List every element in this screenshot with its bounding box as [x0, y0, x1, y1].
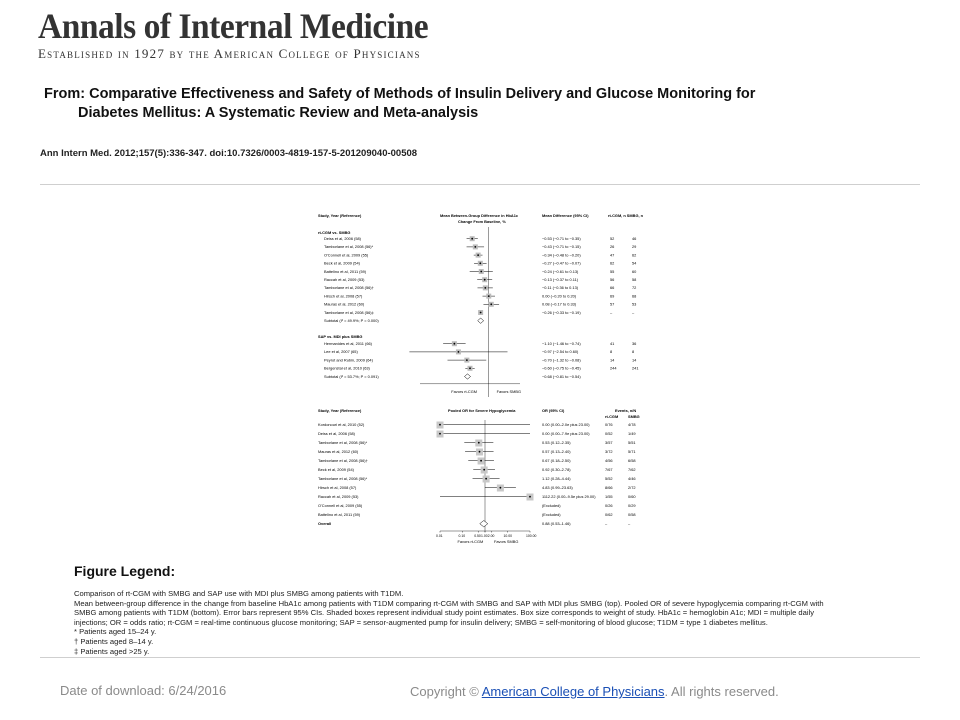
- bottom-row-study: Battelino et al, 2011 (59): [318, 512, 361, 517]
- top-row-point: [490, 303, 492, 305]
- top-row-study: Deiss et al, 2006 (58): [324, 236, 361, 241]
- top-row-study: Tamborlane et al, 2008 (56)†: [324, 285, 374, 291]
- bottom-header-study: Study, Year (Reference): [318, 408, 362, 413]
- article-title: [44, 85, 904, 123]
- bottom-overall-e1: –: [605, 521, 608, 526]
- bottom-favors-left: Favors rt-CGM: [457, 539, 484, 544]
- bottom-row-events2: 4/78: [628, 422, 636, 427]
- bottom-row-ci: 0.00 (0.00–2.0e plus 23.00): [542, 422, 590, 427]
- top-row-n2: 46: [632, 236, 637, 241]
- copyright-suffix: . All rights reserved.: [664, 684, 779, 699]
- bottom-row-events2: 0/58: [628, 512, 636, 517]
- legend-line: SMBG among patients with T1DM (bottom). Error bars represent 95% CIs. Shaded boxes represent individual study point estimates. Box size corresponds to weight of study. HbA1c = hemoglobin A1c; MDI = multiple daily: [74, 608, 815, 618]
- download-date: Date of download: 6/24/2016: [60, 683, 227, 698]
- bottom-row-point: [478, 442, 480, 444]
- top-row-study: Beck et al, 2009 (54): [324, 260, 360, 266]
- top-subtotal-label: Subtotal (I² = 49.9%; P = 0.000): [324, 318, 379, 323]
- top-row-point: [484, 287, 486, 289]
- top-row-n2: 14: [632, 357, 637, 363]
- bottom-row-ci: 1.12 (0.28–4.44): [542, 476, 571, 481]
- top-row-study: Tamborlane et al, 2008 (56)*: [324, 244, 374, 250]
- top-row-n1: 41: [610, 341, 615, 346]
- top-row-n2: 60: [632, 268, 637, 274]
- bottom-favors-right: Favors SMBG: [493, 539, 519, 544]
- legend-note: * Patients aged 15–24 y.: [74, 627, 157, 637]
- bottom-row-study: Kordonouri et al, 2010 (52): [318, 422, 365, 427]
- bottom-axis-tick-label: 0.01: [436, 534, 443, 538]
- bottom-row-events1: 1/55: [605, 494, 613, 499]
- top-row-n1: –: [610, 309, 613, 315]
- top-row-n1: 14: [610, 357, 615, 363]
- bottom-row-events1: 4/56: [605, 458, 613, 463]
- top-row-point: [474, 246, 476, 248]
- bottom-row-events1: 3/57: [605, 440, 613, 445]
- bottom-row-ci: (Excluded): [542, 503, 561, 508]
- top-row-point: [484, 279, 486, 281]
- bottom-row-events2: 7/62: [628, 467, 636, 472]
- top-row-n1: 69: [610, 293, 615, 299]
- journal-name: Annals of Internal Medicine: [38, 6, 429, 46]
- bottom-row-events1: 0/62: [605, 512, 613, 517]
- forest-plot-figure: [310, 207, 650, 555]
- top-row-n2: 72: [632, 285, 637, 291]
- bottom-row-study: Hirsch et al, 2008 (57): [318, 485, 357, 490]
- top-favors-left: Favors rt-CGM: [451, 388, 477, 394]
- top-row-ci: −0.11 (−0.36 to 0.13): [542, 285, 579, 291]
- top-row-n2: 8: [632, 349, 635, 355]
- top-row-point: [480, 271, 482, 273]
- bottom-row-ci: (Excluded): [542, 512, 561, 517]
- top-row-ci: −0.26 (−0.33 to −0.19): [542, 309, 581, 315]
- top-row-n2: 29: [632, 244, 637, 250]
- bottom-row-events1: 0/76: [605, 422, 613, 427]
- top-row-n2: 58: [632, 277, 637, 282]
- top-row-ci: −0.24 (−0.61 to 0.13): [542, 268, 579, 274]
- bottom-row-ci: 0.00 (0.00–7.9e plus 23.00): [542, 431, 590, 436]
- bottom-row-study: Deiss et al, 2006 (58): [318, 431, 355, 436]
- top-row-ci: −0.60 (−0.75 to −0.45): [542, 365, 581, 371]
- bottom-row-ci: 0.67 (0.18–2.50): [542, 458, 571, 463]
- legend-line: Mean between-group difference in the change from baseline HbA1c among patients with T1DM comparing rt-CGM with SMBG and SAP with MDI plus SMBG (top). Pooled OR of severe hypoglycemia comparing rt-CGM with: [74, 598, 824, 608]
- top-row-ci: −0.43 (−0.71 to −0.15): [542, 244, 581, 250]
- top-row-n2: 36: [632, 341, 637, 346]
- journal-established: Established in 1927 by the American College of Physicians: [38, 46, 421, 61]
- bottom-row-point: [480, 460, 482, 462]
- bottom-row-point: [439, 433, 441, 435]
- journal-masthead: [38, 6, 458, 62]
- legend-note: † Patients aged 8–14 y.: [74, 636, 154, 646]
- top-row-study: Peyrot and Rubin, 2009 (64): [324, 357, 373, 363]
- top-row-n1: 8: [610, 349, 613, 355]
- bottom-row-study: Tamborlane et al, 2008 (56)*: [318, 440, 368, 445]
- top-row-ci: −0.53 (−0.71 to −0.35): [542, 236, 581, 241]
- top-row-point: [466, 359, 468, 361]
- bottom-row-ci: 4.83 (0.99–23.63): [542, 485, 573, 490]
- top-row-study: Raccah et al, 2009 (53): [324, 277, 365, 282]
- bottom-row-events1: 5/52: [605, 476, 613, 481]
- copyright-prefix: Copyright ©: [410, 684, 482, 699]
- bottom-axis-tick-label: 0.10: [458, 534, 466, 538]
- top-row-point: [469, 367, 471, 369]
- bottom-axis-tick-label: 1.00: [481, 534, 488, 538]
- top-row-n1: 52: [610, 236, 615, 241]
- bottom-row-events1: 7/67: [605, 467, 613, 472]
- bottom-header-events: Events, n/N: [615, 408, 637, 413]
- top-subtotal-diamond: [478, 318, 484, 323]
- top-row-ci: −0.70 (−1.32 to −0.08): [542, 357, 581, 363]
- bottom-row-point: [479, 451, 481, 453]
- top-subtotal-diamond: [465, 374, 471, 379]
- bottom-row-events2: 1/49: [628, 431, 636, 436]
- bottom-overall-diamond: [480, 521, 488, 527]
- top-row-study: Hirsch et al, 2008 (57): [324, 293, 363, 299]
- top-row-n1: 66: [610, 285, 615, 291]
- legend-line: Comparison of rt-CGM with SMBG and SAP use with MDI plus SMBG among patients with T1DM.: [74, 589, 404, 598]
- bottom-overall-ci: 0.88 (0.53–1.46): [542, 521, 571, 526]
- bottom-row-events1: 3/72: [605, 449, 613, 454]
- top-row-n1: 244: [610, 365, 617, 371]
- bottom-row-study: Raccah et al, 2009 (53): [318, 494, 359, 499]
- top-row-n2: 68: [632, 293, 637, 299]
- bottom-row-events2: 6/58: [628, 458, 636, 463]
- bottom-row-events2: 0/29: [628, 503, 636, 508]
- top-row-study: Hermanides et al, 2011 (66): [324, 341, 372, 346]
- bottom-axis-tick-label: 100.00: [526, 534, 537, 538]
- top-row-ci: −1.10 (−1.46 to −0.74): [542, 341, 581, 346]
- bottom-row-ci: 0.57 (0.13–2.40): [542, 449, 571, 454]
- bottom-row-events2: 5/51: [628, 440, 636, 445]
- top-row-n1: 47: [610, 252, 615, 258]
- bottom-row-events2: 2/72: [628, 485, 636, 490]
- bottom-row-study: O'Connell et al, 2009 (55): [318, 503, 363, 508]
- publisher-link[interactable]: American College of Physicians: [481, 684, 665, 699]
- legend-title: Figure Legend:: [74, 563, 176, 579]
- bottom-axis-tick-label: 2.00: [487, 534, 495, 538]
- top-header-ci: Mean Difference (95% CI): [542, 213, 589, 218]
- bottom-axis-tick-label: 10.00: [503, 534, 512, 538]
- top-subtotal-ci: −0.68 (−0.81 to −0.54): [542, 373, 581, 379]
- article-title-line1: From: Comparative Effectiveness and Safety of Methods of Insulin Delivery and Glucose Monitoring for: [44, 86, 756, 102]
- top-row-point: [453, 343, 455, 345]
- top-row-study: Bergenstal et al, 2010 (63): [324, 365, 370, 371]
- top-row-point: [480, 312, 482, 314]
- top-row-ci: 0.00 (−0.20 to 0.20): [542, 293, 577, 299]
- bottom-row-point: [499, 487, 501, 489]
- top-row-n2: –: [632, 309, 635, 315]
- bottom-row-study: Beck et al, 2009 (54): [318, 467, 354, 472]
- top-header-study: Study, Year (Reference): [318, 213, 362, 218]
- top-favors-right: Favors SMBG: [496, 388, 521, 394]
- top-row-point: [488, 295, 490, 297]
- bottom-row-study: Tamborlane et al, 2008 (56)*: [318, 476, 368, 481]
- top-row-n1: 56: [610, 277, 615, 282]
- top-row-n1: 55: [610, 268, 615, 274]
- top-divider: [40, 184, 920, 185]
- bottom-row-events2: 0/60: [628, 494, 636, 499]
- top-row-study: Lee et al, 2007 (65): [324, 349, 358, 355]
- top-subtotal-label: Subtotal (I² = 53.7%; P = 0.091): [324, 373, 379, 379]
- top-row-n1: 26: [610, 244, 615, 250]
- bottom-row-ci: 0.92 (0.30–2.78): [542, 467, 571, 472]
- group-label: rt-CGM vs. SMBG: [318, 230, 351, 235]
- top-row-n2: 241: [632, 365, 639, 371]
- top-row-point: [471, 238, 473, 240]
- bottom-row-ci: 0.53 (0.12–2.35): [542, 440, 571, 445]
- figure-legend: [74, 589, 924, 656]
- bottom-axis-tick-label: 0.50: [474, 534, 481, 538]
- bottom-row-events1: 8/66: [605, 485, 613, 490]
- top-row-point: [458, 351, 460, 353]
- bottom-header-col1: rt-CGM: [605, 414, 619, 419]
- top-row-study: O'Connell et al, 2009 (55): [324, 252, 369, 258]
- bottom-row-events2: 4/46: [628, 476, 636, 481]
- copyright-notice: [410, 684, 779, 699]
- top-row-ci: −0.13 (−0.37 to 0.11): [542, 277, 579, 282]
- bottom-overall-label: Overall: [318, 521, 332, 526]
- legend-line: injections; OR = odds ratio; rt-CGM = real-time continuous glucose monitoring; SAP = sensor-augmented pump for insulin delivery; SMBG = self-monitoring of blood glucose; T1DM = type 1 diabetes mellitus.: [74, 617, 768, 627]
- top-row-n2: 54: [632, 260, 637, 266]
- top-row-point: [479, 262, 481, 264]
- top-row-ci: −0.27 (−0.47 to −0.07): [542, 260, 581, 266]
- top-row-n1: 57: [610, 301, 615, 307]
- bottom-row-study: Tamborlane et al, 2008 (56)†: [318, 458, 368, 463]
- top-header-plot2: Change From Baseline, %: [458, 219, 506, 224]
- bottom-row-point: [529, 496, 531, 498]
- bottom-row-events2: 5/71: [628, 449, 636, 454]
- bottom-row-study: Mauras et al, 2012 (60): [318, 449, 359, 454]
- top-row-n1: 62: [610, 260, 615, 266]
- bottom-header-ci: OR (95% CI): [542, 408, 565, 413]
- bottom-divider: [40, 657, 920, 658]
- top-row-point: [477, 254, 479, 256]
- top-row-study: Tamborlane et al, 2008 (56)‡: [324, 309, 374, 315]
- top-row-n2: 53: [632, 301, 637, 307]
- top-header-n: rt-CGM, n SMBG, n: [608, 213, 644, 218]
- article-title-line2: Diabetes Mellitus: A Systematic Review and Meta-analysis: [78, 105, 479, 121]
- bottom-header-col2: SMBG: [628, 414, 640, 419]
- top-row-n2: 62: [632, 252, 637, 258]
- bottom-row-point: [483, 469, 485, 471]
- article-citation: Ann Intern Med. 2012;157(5):336-347. doi:10.7326/0003-4819-157-5-201209040-00508: [40, 148, 418, 159]
- bottom-row-events1: 0/52: [605, 431, 613, 436]
- bottom-header-plot: Pooled OR for Severe Hypoglycemia: [448, 408, 516, 413]
- top-row-study: Mauras et al, 2012 (60): [324, 301, 365, 307]
- forest-plot-svg: [310, 207, 650, 555]
- bottom-row-point: [485, 478, 487, 480]
- group-label: SAP vs. MDI plus SMBG: [318, 334, 363, 339]
- top-header-plot: Mean Between-Group Difference in HbA1c: [440, 213, 519, 218]
- bottom-overall-e2: –: [628, 521, 631, 526]
- bottom-row-point: [439, 424, 441, 426]
- bottom-row-ci: 1112.22 (0.00–9.5e plus 29.00): [542, 494, 596, 499]
- legend-note: ‡ Patients aged >25 y.: [74, 646, 150, 656]
- top-row-ci: −0.34 (−0.48 to −0.20): [542, 252, 581, 258]
- top-row-ci: −0.97 (−2.54 to 0.60): [542, 349, 579, 355]
- bottom-row-events1: 0/26: [605, 503, 613, 508]
- top-row-study: Battelino et al, 2011 (59): [324, 268, 367, 274]
- top-row-ci: 0.08 (−0.17 to 0.33): [542, 301, 577, 307]
